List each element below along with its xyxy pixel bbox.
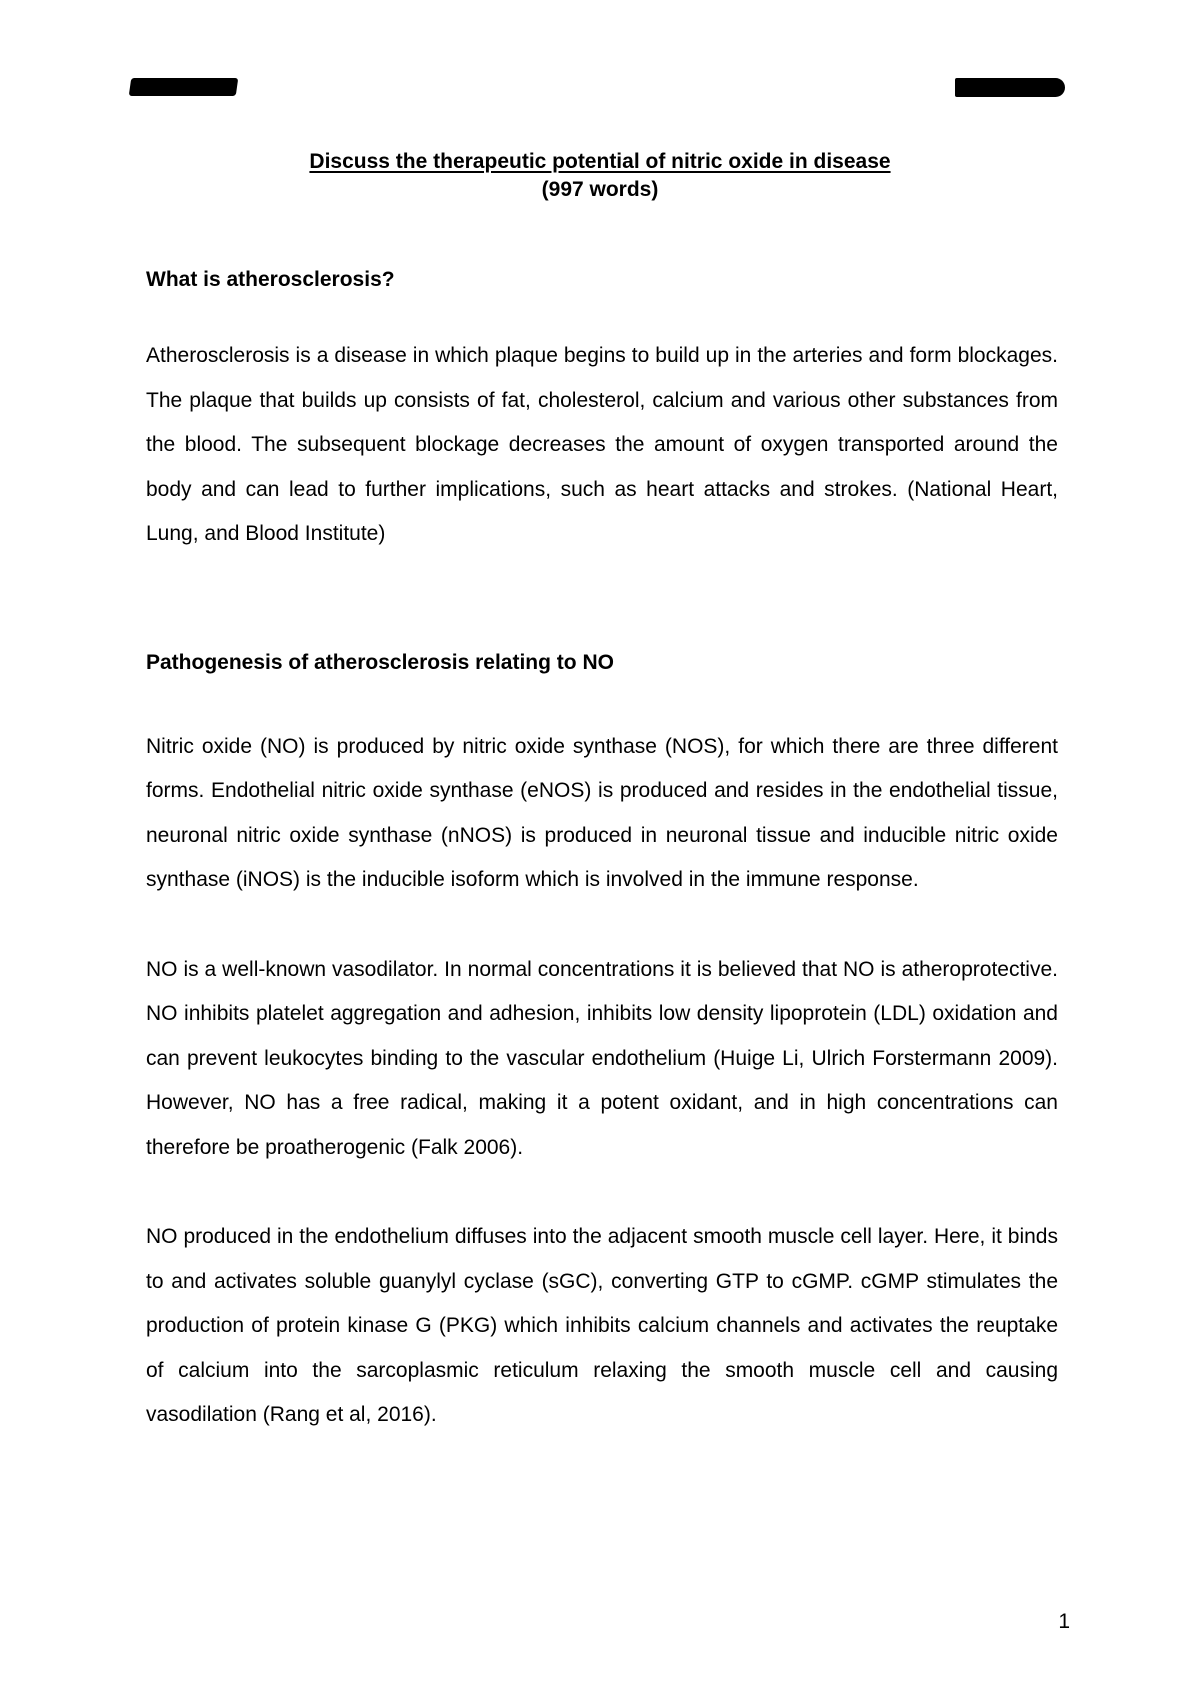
paragraph-sgc-pathway: NO produced in the endothelium diffuses into the adjacent smooth muscle cell layer. Here, it binds to and activates soluble guanylyl cyclase (sGC), converting GTP to cGMP. cGMP stimulates the production of protein kinase G (PKG) which inhibits calcium channels and activates the reuptake of calcium into the sarcoplasmic reticulum relaxing the smooth muscle cell and causing vasodilation (Rang et al, 2016). (146, 1225, 1058, 1426)
paragraph-atherosclerosis-definition: Atherosclerosis is a disease in which plaque begins to build up in the arteries and form blockages. The plaque that builds up consists of fat, cholesterol, calcium and various other substances from the blood. The subsequent blockage decreases the amount of oxygen transported around the body and can lead to further implications, such as heart attacks and strokes. (National Heart, Lung, and Blood Institute) (146, 344, 1058, 545)
paragraph-nos-forms: Nitric oxide (NO) is produced by nitric oxide synthase (NOS), for which there are three different forms. Endothelial nitric oxide synthase (eNOS) is produced and resides in the endothelial tissue, neuronal nitric oxide synthase (nNOS) is produced in neuronal tissue and inducible nitric oxide synthase (iNOS) is the inducible isoform which is involved in the immune response. (146, 734, 1058, 891)
redacted-author-name (129, 78, 239, 96)
document-body (146, 266, 1058, 1438)
word-count: (997 words) (541, 178, 659, 201)
redacted-student-id (955, 78, 1065, 97)
section-heading-atherosclerosis: What is atherosclerosis? (146, 268, 395, 291)
document-title: Discuss the therapeutic potential of nitric oxide in disease (309, 150, 891, 173)
title-block (0, 148, 1200, 204)
paragraph-vasodilator: NO is a well-known vasodilator. In normal concentrations it is believed that NO is atheroprotective. NO inhibits platelet aggregation and adhesion, inhibits low density lipoprotein (LDL) oxidation and can prevent leukocytes binding to the vascular endothelium (Huige Li, Ulrich Forstermann 2009). However, NO has a free radical, making it a potent oxidant, and in high concentrations can therefore be proatherogenic (Falk 2006). (146, 957, 1058, 1159)
section-heading-pathogenesis: Pathogenesis of atherosclerosis relating to NO (146, 650, 614, 674)
page-number: 1 (1058, 1610, 1070, 1633)
